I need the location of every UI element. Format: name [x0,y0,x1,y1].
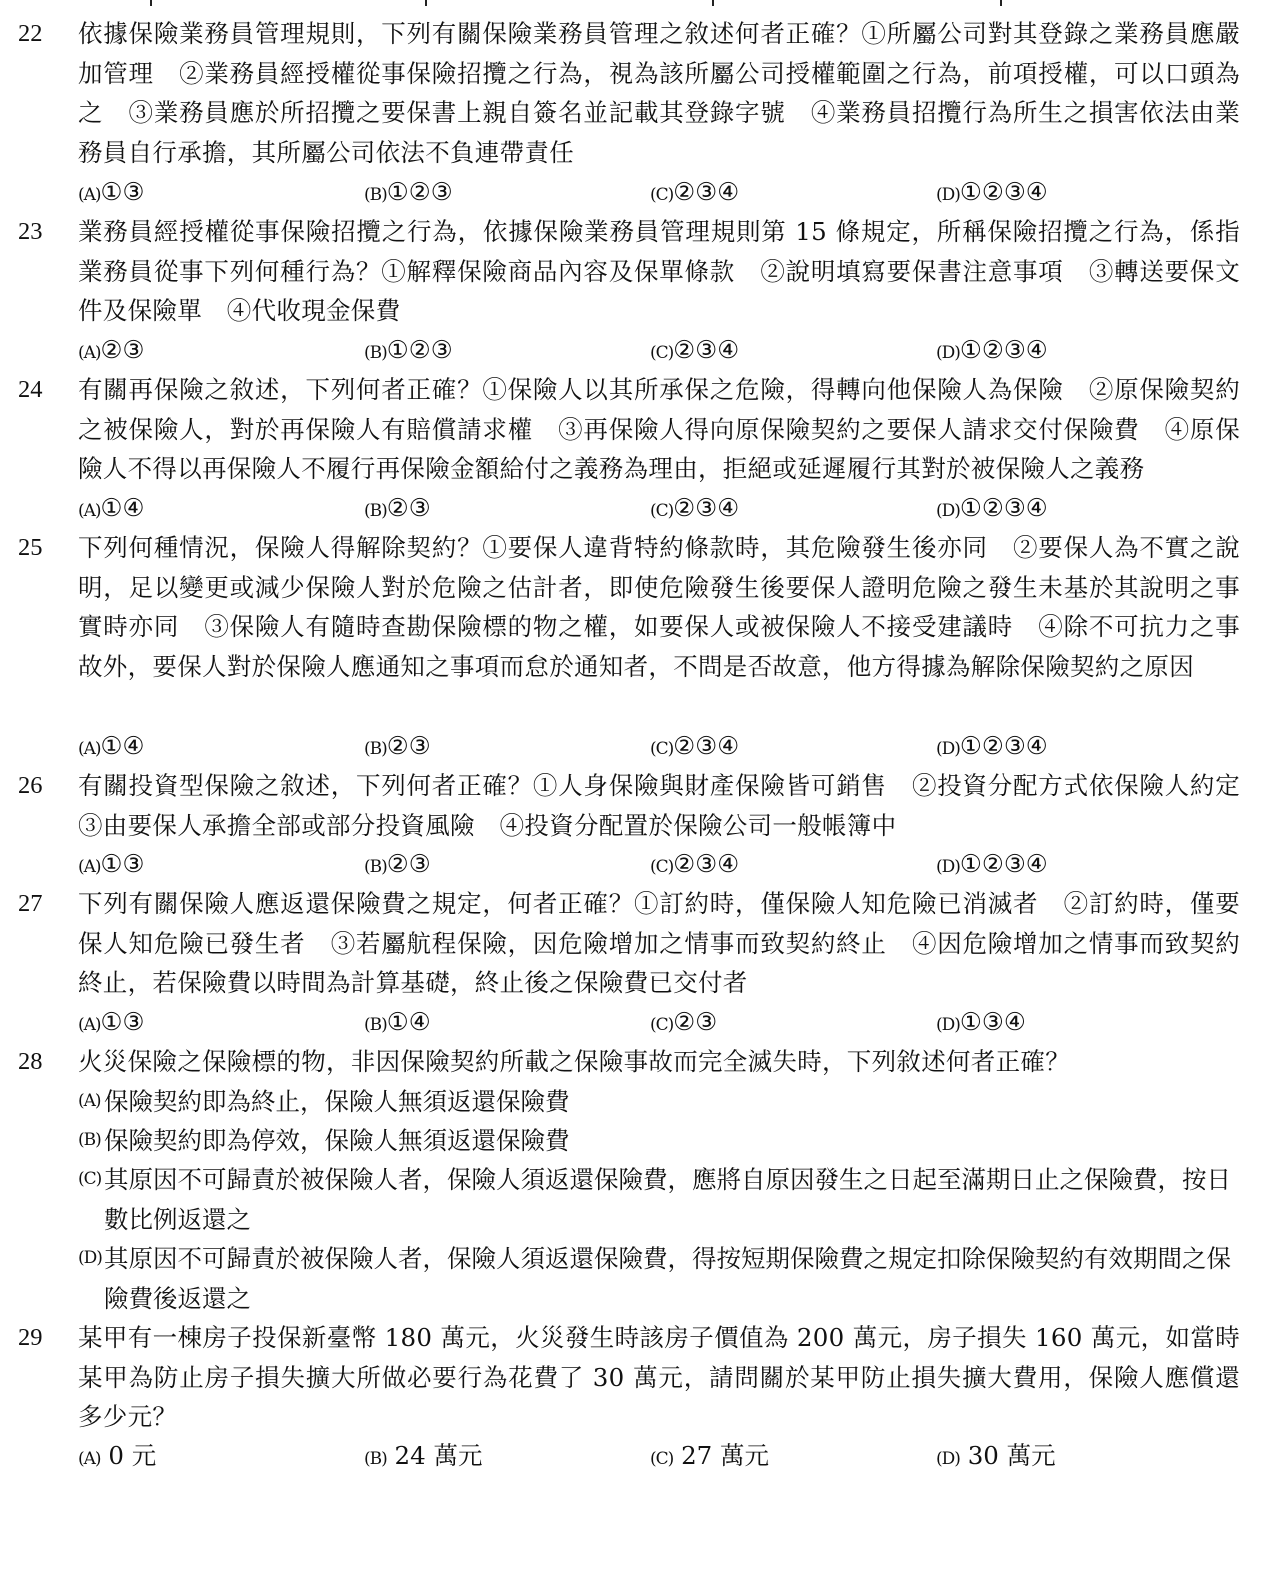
option-d[interactable]: (D) 其原因不可歸責於被保險人者，保險人須返還保險費，得按短期保險費之規定扣除保險契約有效期間之保險費後返還之 [78,1244,1231,1313]
option-a[interactable]: (A)①④ [78,493,145,522]
option-a[interactable]: (A)①③ [78,177,145,206]
options-row-25 [78,727,1258,765]
option-c[interactable]: (C) 27 萬元 [650,1441,770,1470]
question-number: 25 [18,534,43,561]
option-b[interactable]: (B)①②③ [364,177,453,206]
question-number: 28 [18,1048,43,1075]
question-stem: 有關再保險之敘述，下列何者正確？①保險人以其所承保之危險，得轉向他保險人為保險 ②原保險契約之被保險人，對於再保險人有賠償請求權 ③再保險人得向原保險契約之要保人請求交付保險費 ④原保險人不得以再保險人不履行再保險金額給付之義務為理由，拒絕或延遲履行其對於被保險人之義務 [78,375,1240,483]
option-d[interactable]: (D)①②③④ [936,849,1048,878]
option-a[interactable]: (A)②③ [78,335,145,364]
option-d[interactable]: (D)①②③④ [936,335,1048,364]
option-c[interactable]: (C)②③④ [650,849,740,878]
options-row-24 [78,489,1258,527]
option-b[interactable]: (B) 24 萬元 [364,1441,483,1470]
option-b[interactable]: (B)②③ [364,849,431,878]
options-row-23 [78,331,1258,369]
option-a[interactable]: (A) 保險契約即為終止，保險人無須返還保險費 [78,1087,570,1116]
question-stem: 下列何種情況，保險人得解除契約？①要保人違背特約條款時，其危險發生後亦同 ②要保人為不實之說明，足以變更或減少保險人對於危險之估計者，即使危險發生後要保人證明危險之發生未基於其說明之事實時亦同 ③保險人有隨時查勘保險標的物之權，如要保人或被保險人不接受建議時 ④除不可抗力之事故外，要保人對於保險人應通知之事項而怠於通知者，不問是否故意，他方得據為解除保險契約之原因 [78,533,1240,681]
options-row-29 [78,1437,1258,1475]
remnant-mark [712,0,714,6]
question-stem: 依據保險業務員管理規則，下列有關保險業務員管理之敘述何者正確？①所屬公司對其登錄之業務員應嚴加管理 ②業務員經授權從事保險招攬之行為，視為該所屬公司授權範圍之行為，前項授權，可以口頭為之 ③業務員應於所招攬之要保書上親自簽名並記載其登錄字號 ④業務員招攬行為所生之損害依法由業務員自行承擔，其所屬公司依法不負連帶責任 [78,19,1240,167]
option-b[interactable]: (B)②③ [364,731,431,760]
option-d[interactable]: (D)①②③④ [936,177,1048,206]
option-a[interactable]: (A)①④ [78,731,145,760]
option-d[interactable]: (D)①②③④ [936,493,1048,522]
question-number: 22 [18,20,43,47]
options-row-22 [78,173,1258,211]
option-d[interactable]: (D)①③④ [936,1007,1026,1036]
option-b[interactable]: (B)①④ [364,1007,431,1036]
question-number: 27 [18,890,43,917]
question-number: 23 [18,218,43,245]
option-a[interactable]: (A)①③ [78,1007,145,1036]
option-b[interactable]: (B)②③ [364,493,431,522]
option-d[interactable]: (D)①②③④ [936,731,1048,760]
question-stem: 下列有關保險人應返還保險費之規定，何者正確？①訂約時，僅保險人知危險已消滅者 ②訂約時，僅要保人知危險已發生者 ③若屬航程保險，因危險增加之情事而致契約終止 ④因危險增加之情事而致契約終止，若保險費以時間為計算基礎，終止後之保險費已交付者 [78,889,1240,997]
question-stem: 業務員經授權從事保險招攬之行為，依據保險業務員管理規則第 15 條規定，所稱保險招攬之行為，係指業務員從事下列何種行為？①解釋保險商品內容及保單條款 ②說明填寫要保書注意事項 ③轉送要保文件及保險單 ④代收現金保費 [78,217,1240,325]
option-a[interactable]: (A) 0 元 [78,1441,157,1470]
option-b[interactable]: (B)①②③ [364,335,453,364]
remnant-mark [150,0,152,6]
question-number: 24 [18,376,43,403]
option-c[interactable]: (C) 其原因不可歸責於被保險人者，保險人須返還保險費，應將自原因發生之日起至滿期日止之保險費，按日數比例返還之 [78,1165,1231,1234]
question-number: 29 [18,1324,43,1351]
question-stem: 有關投資型保險之敘述，下列何者正確？①人身保險與財產保險皆可銷售 ②投資分配方式依保險人約定 ③由要保人承擔全部或部分投資風險 ④投資分配置於保險公司一般帳簿中 [78,771,1265,840]
option-c[interactable]: (C)②③④ [650,177,740,206]
option-c[interactable]: (C)②③ [650,1007,718,1036]
option-d[interactable]: (D) 30 萬元 [936,1441,1056,1470]
option-c[interactable]: (C)②③④ [650,335,740,364]
option-c[interactable]: (C)②③④ [650,493,740,522]
options-row-27 [78,1003,1258,1041]
question-number: 26 [18,772,43,799]
previous-row-remnant [0,0,1274,8]
option-a[interactable]: (A)①③ [78,849,145,878]
remnant-mark [425,0,427,6]
question-stem: 某甲有一棟房子投保新臺幣 180 萬元，火災發生時該房子價值為 200 萬元，房子損失 160 萬元，如當時某甲為防止房子損失擴大所做必要行為花費了 30 萬元，請問關於某甲防止損失擴大費用，保險人應償還多少元？ [78,1323,1240,1431]
question-stem: 火災保險之保險標的物，非因保險契約所載之保險事故而完全滅失時，下列敘述何者正確？ [78,1047,1070,1076]
options-row-26 [78,845,1258,883]
option-c[interactable]: (C)②③④ [650,731,740,760]
option-b[interactable]: (B) 保險契約即為停效，保險人無須返還保險費 [78,1126,570,1155]
remnant-mark [1000,0,1002,6]
